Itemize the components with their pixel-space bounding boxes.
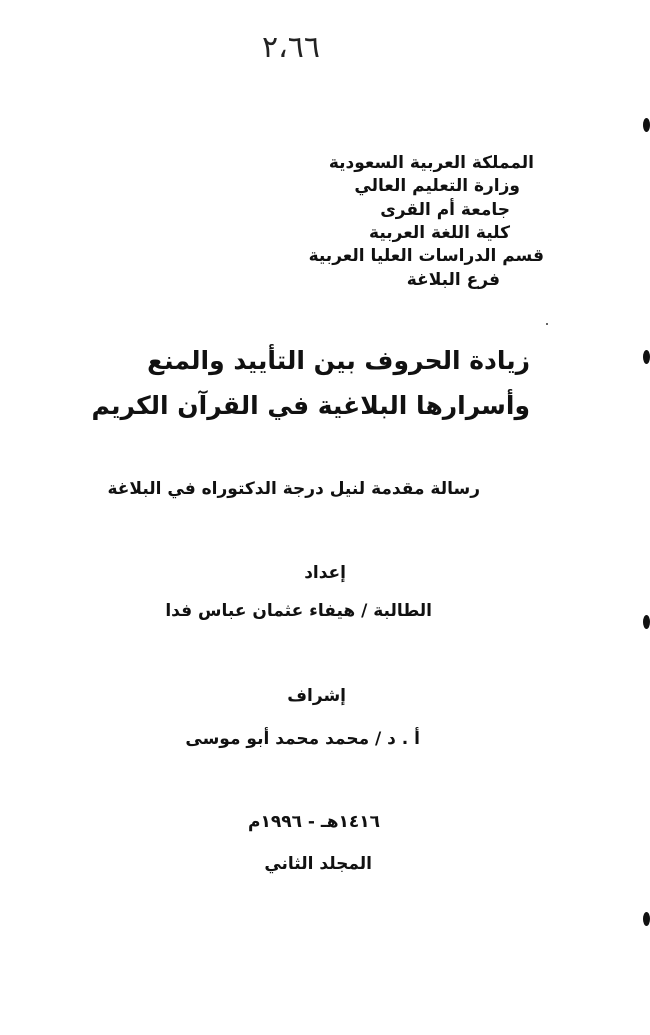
supervisor-name: أ . د / محمد محمد أبو موسى (185, 729, 420, 749)
binding-hole (643, 615, 650, 629)
student-name: الطالبة / هيفاء عثمان عباس فدا (165, 601, 432, 621)
institution-college: كلية اللغة العربية (369, 223, 510, 243)
supervision-label: إشراف (287, 686, 346, 706)
binding-hole (643, 118, 650, 132)
institution-department: قسم الدراسات العليا العربية (308, 246, 544, 266)
institution-ministry: وزارة التعليم العالي (354, 176, 520, 196)
institution-branch: فرع البلاغة (406, 270, 500, 290)
binding-hole (643, 912, 650, 926)
binding-hole (643, 350, 650, 364)
thesis-date: ١٤١٦هـ - ١٩٩٦م (248, 812, 380, 832)
preparation-label: إعداد (304, 563, 346, 583)
thesis-purpose: رسالة مقدمة لنيل درجة الدكتوراه في البلاغة (107, 479, 480, 499)
scan-speck (546, 323, 548, 325)
institution-country: المملكة العربية السعودية (328, 153, 534, 173)
institution-university: جامعة أم القرى (380, 200, 510, 220)
thesis-title-line2: وأسرارها البلاغية في القرآن الكريم (91, 391, 530, 420)
volume-label: المجلد الثاني (264, 854, 372, 874)
handwritten-number: ٢،٦٦ (262, 30, 321, 65)
thesis-title-line1: زيادة الحروف بين التأييد والمنع (147, 346, 530, 375)
